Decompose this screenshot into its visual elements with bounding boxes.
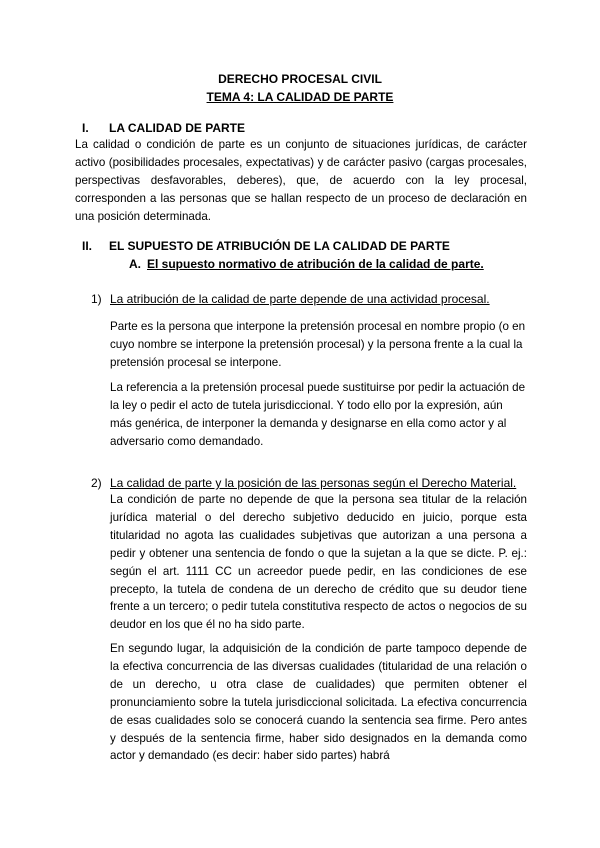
subsection-a	[129, 256, 484, 274]
item-2-number: 2)	[91, 476, 102, 490]
section-1-number: I.	[82, 121, 89, 135]
item-2-paragraph-1: La condición de parte no depende de que la persona sea titular de la relación jurídica material o del derecho subjetivo deducido en juicio, porque esta titularidad no agota las cualidades subjetivas que autorizan a una persona a pedir y obtener una sentencia de fondo o que la sujetan a la que se dicte. P. ej.: según el art. 1111 CC un acreedor puede pedir, en las condiciones de ese precepto, la tutela de condena de un derecho de crédito que su deudor tiene frente a un tercero; o pedir tutela constitutiva respecto de actos o negocios de su deudor en los que él no ha sido parte.	[110, 493, 527, 632]
item-1-paragraph-1: Parte es la persona que interpone la pretensión procesal en nombre propio (o en cuyo nombre se interpone la pretensión procesal) y la persona frente a la cual la pretensión procesal se interpone.	[110, 320, 526, 369]
item-2-title: La calidad de parte y la posición de las personas según el Derecho Material.	[110, 476, 517, 490]
document-title: DERECHO PROCESAL CIVIL	[218, 72, 382, 86]
item-1-title: La atribución de la calidad de parte depende de una actividad procesal.	[110, 292, 490, 306]
section-2-number: II.	[82, 239, 93, 253]
subsection-a-heading: El supuesto normativo de atribución de la calidad de parte.	[147, 257, 484, 271]
item-2-paragraph-2: En segundo lugar, la adquisición de la condición de parte tampoco depende de la efectiva concurrencia de las diversas cualidades (titularidad de una relación o de un derecho, u otra clase de cualidades) que permiten obtener el pronunciamiento sobre la tutela jurisdiccional solicitada. La efectiva concurrencia de esas cualidades solo se conocerá cuando la sentencia sea firme. Pero antes y después de la sentencia firme, haber sido designados en la demanda como actor y demandado (es decir: haber sido partes) habrá	[110, 642, 527, 763]
subsection-a-letter: A.	[129, 257, 141, 271]
item-1-number: 1)	[91, 292, 102, 306]
section-2-heading: EL SUPUESTO DE ATRIBUCIÓN DE LA CALIDAD DE PARTE	[109, 239, 450, 253]
section-1-heading: LA CALIDAD DE PARTE	[109, 121, 245, 135]
document-subtitle: TEMA 4: LA CALIDAD DE PARTE	[206, 90, 394, 104]
section-1-body: La calidad o condición de parte es un conjunto de situaciones jurídicas, de carácter activo (posibilidades procesales, expectativas) y de carácter pasivo (cargas procesales, perspectivas desfavorables, deberes), que, de acuerdo con la ley procesal, corresponden a las personas que se hallan respecto de un proceso de declaración en una posición determinada.	[75, 138, 527, 223]
item-1-paragraph-2: La referencia a la pretensión procesal puede sustituirse por pedir la actuación de la ley o pedir el acto de tutela jurisdiccional. Y todo ello por la expresión, aún más genérica, de interponer la demanda y designarse en ella como actor y al adversario como demandado.	[110, 381, 526, 448]
